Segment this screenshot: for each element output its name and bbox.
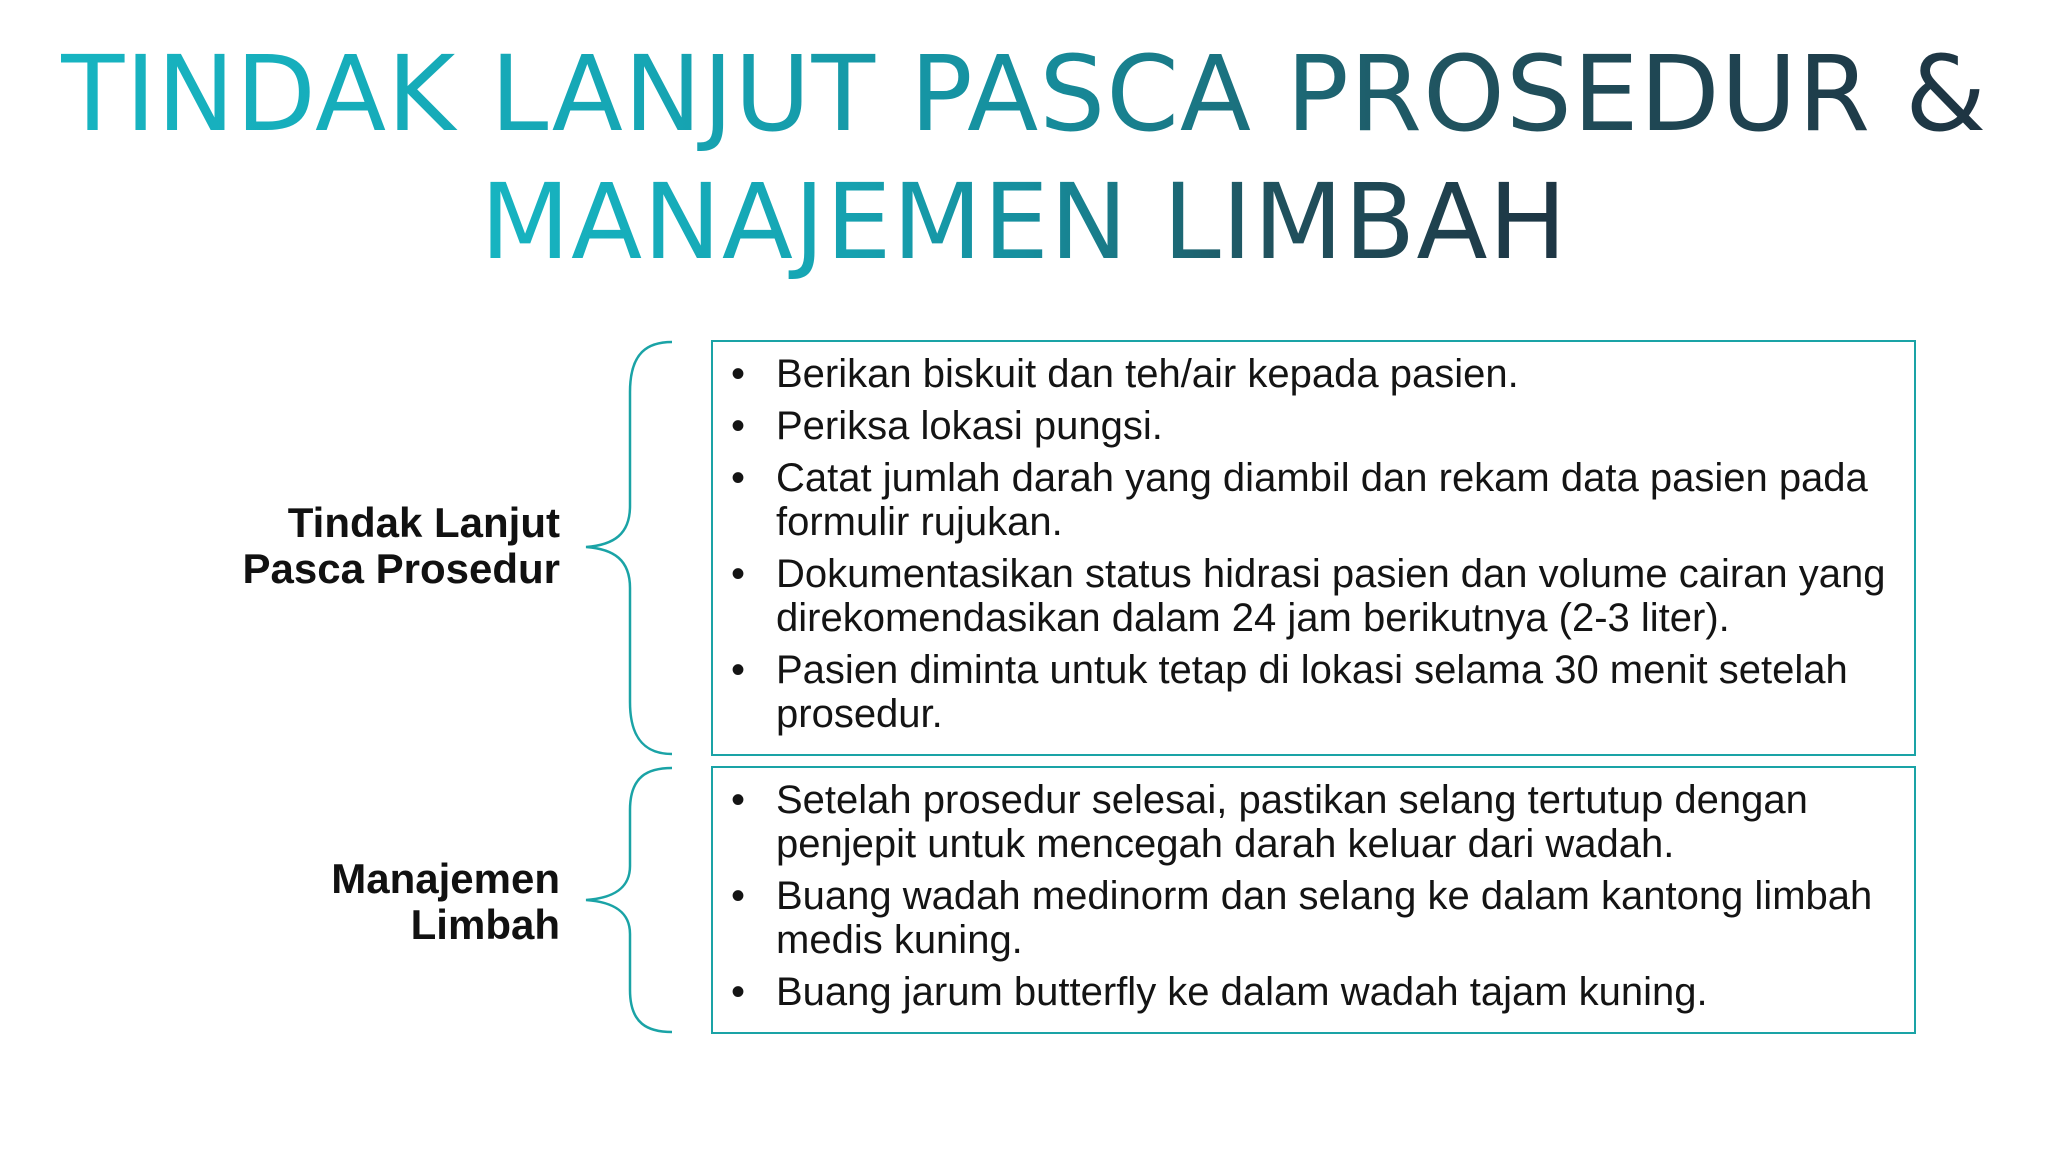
brace-follow-up bbox=[580, 340, 680, 756]
brace-path bbox=[586, 342, 672, 754]
list-item: • Periksa lokasi pungsi. bbox=[731, 404, 1163, 448]
list-item: • Pasien diminta untuk tetap di lokasi selama 30 menit setelah prosedur. bbox=[731, 648, 1848, 736]
list-item: • Catat jumlah darah yang diambil dan rekam data pasien pada formulir rujukan. bbox=[731, 456, 1868, 544]
follow-up-box bbox=[711, 340, 1916, 756]
list-item: • Buang jarum butterfly ke dalam wadah tajam kuning. bbox=[731, 970, 1708, 1014]
list-item: • Berikan biskuit dan teh/air kepada pasien. bbox=[731, 352, 1519, 396]
list-item: • Dokumentasikan status hidrasi pasien dan volume cairan yang direkomendasikan dalam 24 jam berikutnya (2-3 liter). bbox=[731, 552, 1886, 640]
brace-path bbox=[586, 768, 672, 1032]
title-line-1: TINDAK LANJUT PASCA PROSEDUR & bbox=[60, 33, 1988, 155]
slide-title bbox=[0, 30, 2048, 286]
waste-box bbox=[711, 766, 1916, 1034]
section-label-follow-up: Tindak Lanjut Pasca Prosedur bbox=[242, 499, 560, 592]
list-item: • Setelah prosedur selesai, pastikan selang tertutup dengan penjepit untuk mencegah darah keluar dari wadah. bbox=[731, 778, 1808, 866]
follow-up-list bbox=[725, 352, 1894, 736]
section-label-waste: Manajemen Limbah bbox=[331, 855, 560, 948]
waste-list bbox=[725, 778, 1894, 1014]
title-line-2: MANAJEMEN LIMBAH bbox=[480, 161, 1568, 283]
list-item: • Buang wadah medinorm dan selang ke dalam kantong limbah medis kuning. bbox=[731, 874, 1873, 962]
brace-waste bbox=[580, 766, 680, 1034]
